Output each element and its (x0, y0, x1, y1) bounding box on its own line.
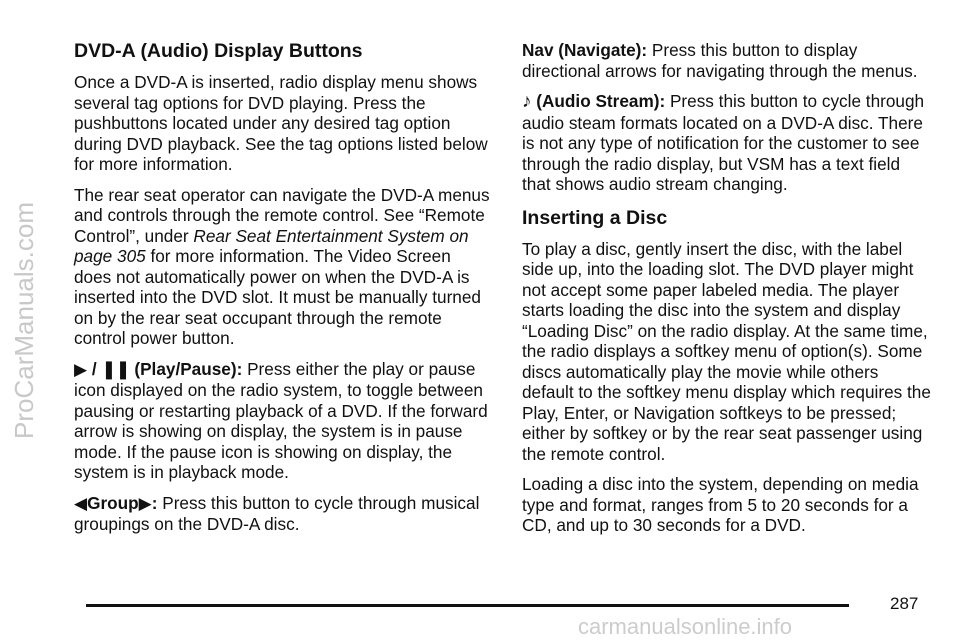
pause-icon: ❚❚ (101, 358, 130, 379)
audio-stream-term: (Audio Stream): (536, 91, 666, 111)
remote-text-a: The rear seat operator can navigate the DVD-A menus and controls through the remote control. See “Remote Control”, under (74, 184, 490, 246)
section-heading-dvd-a: DVD-A (Audio) Display Buttons (74, 40, 363, 62)
paragraph-intro: Once a DVD-A is inserted, radio display menu shows several tag options for DVD playing. Press the pushbuttons located under any desired tag option during DVD playback. See the tag options listed below for more information. (74, 72, 488, 174)
paragraph-insert: To play a disc, gently insert the disc, with the label side up, into the loading slot. The DVD player might not accept some paper labeled media. The player starts loading the disc into the system and display “Loading Disc” on the radio display. At the same time, the radio displays a softkey menu of option(s). Some discs automatically play the movie while others default to the softkey menu display which requires the Play, Enter, or Navigation softkeys to be pressed; either by softkey or by the rear seat passenger using the remote control. (522, 238, 931, 464)
next-arrow-icon: ▶ (138, 493, 152, 513)
remote-text-b: for more information. The Video Screen does not automatically power on when the DVD-A is inserted into the DVD slot. It must be manually turned on by the rear seat occupant through the remote control power button. (74, 246, 481, 348)
group-entry (74, 493, 492, 535)
cross-reference-link: Rear Seat Entertainment System on page 305 (74, 225, 469, 266)
audio-stream-entry (522, 91, 932, 195)
paragraph-remote (74, 185, 492, 349)
section-heading-inserting: Inserting a Disc (522, 206, 668, 229)
footer-watermark: carmanualsonline.info (578, 614, 793, 639)
group-colon: : (151, 492, 158, 513)
nav-desc: Press this button to display directional arrows for navigating through the menus. (522, 40, 918, 81)
side-watermark (4, 0, 44, 640)
nav-entry (522, 40, 932, 81)
previous-arrow-icon: ◀ (74, 493, 88, 513)
play-pause-desc: Press either the play or pause icon displayed on the radio system, to toggle between pausing or restarting playback of a DVD. If the forward arrow is showing on display, the system is in pause mode. If the pause icon is showing on display, the system is in playback mode. (74, 358, 488, 482)
separator: / (87, 358, 102, 379)
group-desc: Press this button to cycle through musical groupings on the DVD-A disc. (74, 492, 480, 534)
play-pause-entry (74, 359, 492, 483)
play-pause-term: (Play/Pause): (134, 358, 243, 379)
paragraph-loading-time: Loading a disc into the system, depending on media type and format, ranges from 5 to 20 seconds for a CD, and up to 30 seconds for a DVD. (522, 474, 919, 535)
group-term: Group (87, 492, 139, 513)
play-icon: ▶ (74, 359, 88, 379)
right-column (522, 40, 932, 546)
page-number: 287 (890, 594, 919, 613)
left-column (74, 40, 492, 545)
audio-stream-desc: Press this button to cycle through audio steam formats located on a DVD-A disc. There is not any type of notification for the customer to see through the radio display, but VSM has a text field that shows audio stream changing. (522, 91, 925, 194)
nav-term: Nav (Navigate): (522, 40, 648, 60)
watermark-text: ProCarManuals.com (8, 201, 39, 439)
footer-rule (86, 604, 849, 607)
music-note-icon: ♪ (522, 91, 532, 112)
